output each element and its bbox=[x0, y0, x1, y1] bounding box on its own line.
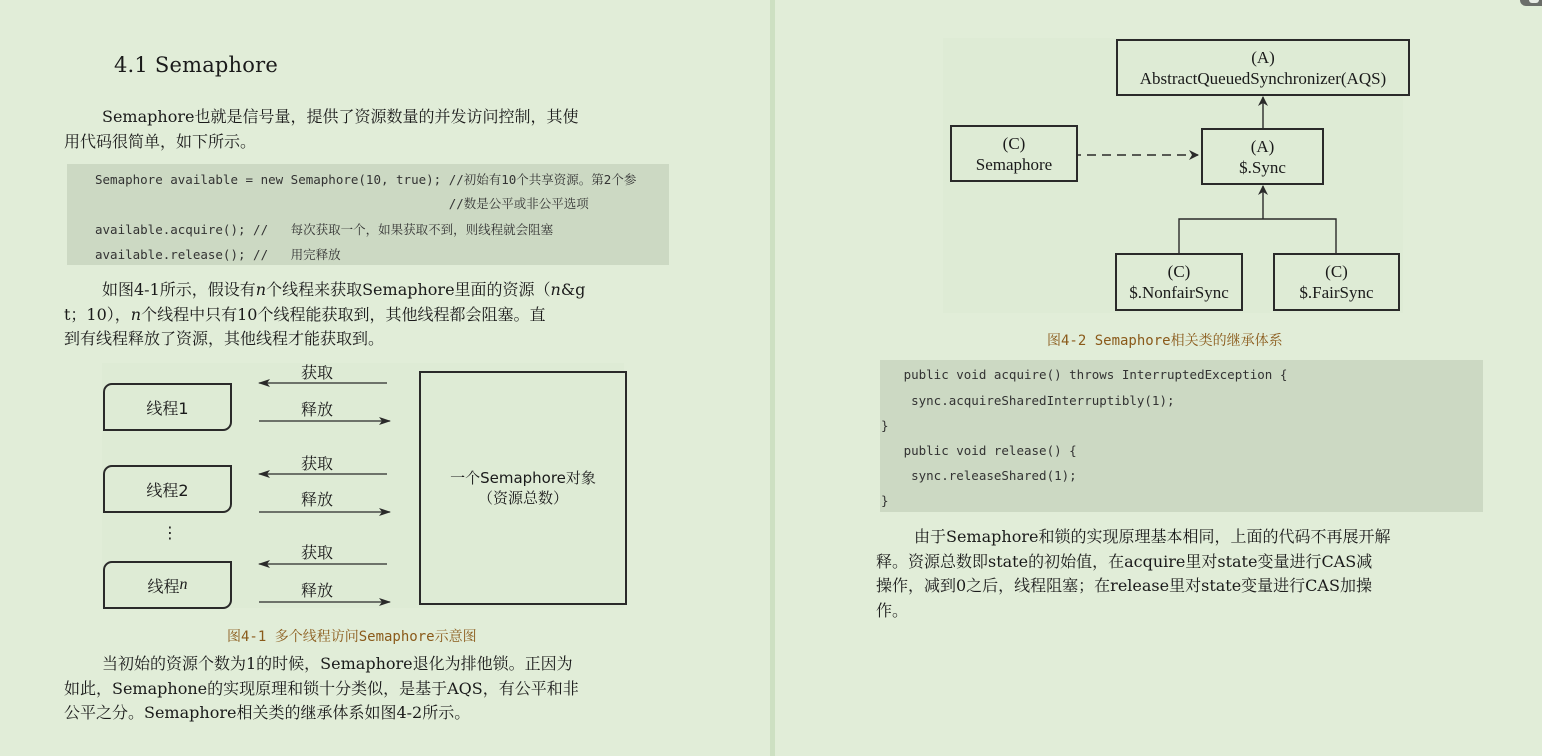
class-box-semaphore bbox=[950, 125, 1078, 182]
class-name: $.FairSync bbox=[1299, 283, 1374, 302]
thread-label: 线程1 bbox=[146, 398, 189, 418]
acquire-label: 获取 bbox=[301, 543, 334, 562]
text-line: 如此，Semaphone的实现原理和锁十分类似，是基于AQS，有公平和非 bbox=[64, 678, 579, 698]
semaphore-sublabel: （资源总数） bbox=[477, 489, 568, 507]
acquire-label: 获取 bbox=[301, 363, 334, 382]
page-divider bbox=[770, 0, 775, 756]
figure-inheritance-diagram bbox=[943, 38, 1403, 313]
class-box-nonfair-sync bbox=[1115, 253, 1243, 311]
text-span: 个线程来获取Semaphore里面的资源（ bbox=[266, 280, 551, 299]
code-line: available.release(); // 用完释放 bbox=[95, 247, 341, 262]
class-box-aqs bbox=[1116, 39, 1410, 96]
ellipsis-icon: ⋮ bbox=[162, 523, 178, 542]
left-page bbox=[0, 0, 770, 756]
summary-paragraph bbox=[64, 652, 669, 726]
text-line: 由于Semaphore和锁的实现原理基本相同，上面的代码不再展开解 bbox=[914, 527, 1391, 546]
thread-box-n bbox=[103, 561, 232, 609]
class-box-fair-sync bbox=[1273, 253, 1400, 311]
floating-toolbar-tab[interactable] bbox=[1520, 0, 1542, 6]
code-line: sync.acquireSharedInterruptibly(1); bbox=[881, 393, 1175, 408]
text-line: 操作，减到0之后，线程阻塞；在release里对state变量进行CAS加操 bbox=[876, 576, 1372, 595]
text-line: 当初始的资源个数为1的时候，Semaphore退化为排他锁。正因为 bbox=[102, 654, 573, 673]
class-kind: (A) bbox=[1250, 136, 1275, 156]
intro-line-2: 用代码很简单，如下所示。 bbox=[64, 131, 257, 151]
class-kind: (C) bbox=[1002, 133, 1026, 153]
thread-box-1 bbox=[103, 383, 232, 431]
code-line: } bbox=[881, 418, 889, 433]
figure-caption-4-2: 图4-2 Semaphore相关类的继承体系 bbox=[1047, 333, 1283, 349]
code-block-usage bbox=[67, 164, 669, 265]
release-label: 释放 bbox=[301, 400, 334, 419]
thread-label: 线程 bbox=[147, 576, 180, 596]
italic-n: n bbox=[550, 280, 561, 299]
class-name: $.NonfairSync bbox=[1129, 283, 1229, 302]
figure-threads-semaphore bbox=[102, 363, 624, 608]
thread-label: 线程2 bbox=[146, 480, 189, 500]
text-span: 个线程中只有10个线程能获取到，其他线程都会阻塞。直 bbox=[141, 304, 546, 324]
intro-paragraph bbox=[64, 105, 669, 154]
code-line: Semaphore available = new Semaphore(10, true); //初始有10个共享资源。第2个参 bbox=[95, 172, 637, 187]
class-kind: (C) bbox=[1167, 262, 1191, 281]
thread-suffix: n bbox=[179, 576, 188, 593]
class-name: AbstractQueuedSynchronizer(AQS) bbox=[1139, 68, 1387, 88]
release-label: 释放 bbox=[301, 490, 334, 509]
class-box-sync bbox=[1201, 128, 1324, 185]
section-heading: 4.1 Semaphore bbox=[114, 53, 278, 77]
italic-n: n bbox=[255, 280, 267, 299]
figure-intro-paragraph bbox=[64, 278, 669, 352]
semaphore-label: 一个Semaphore对象 bbox=[450, 469, 596, 487]
text-span: 如图4-1所示，假设有 bbox=[102, 280, 256, 299]
code-line: sync.releaseShared(1); bbox=[881, 468, 1077, 483]
code-block-acquire-release bbox=[880, 360, 1483, 512]
code-line: available.acquire(); // 每次获取一个，如果获取不到，则线程就会阻塞 bbox=[95, 222, 554, 237]
text-line: 作。 bbox=[876, 600, 909, 620]
thread-box-2 bbox=[103, 465, 232, 513]
text-line: 公平之分。Semaphore相关类的继承体系如图4-2所示。 bbox=[64, 703, 471, 722]
code-line: public void acquire() throws InterruptedException { bbox=[881, 367, 1288, 382]
intro-line-1: Semaphore也就是信号量，提供了资源数量的并发访问控制，其使 bbox=[102, 107, 579, 126]
right-page bbox=[776, 0, 1542, 756]
text-span: t；10）， bbox=[64, 304, 131, 324]
acquire-label: 获取 bbox=[301, 454, 334, 473]
code-line: } bbox=[881, 493, 889, 508]
text-line: 释。资源总数即state的初始值，在acquire里对state变量进行CAS减 bbox=[876, 551, 1373, 571]
text-span: &g bbox=[560, 280, 586, 299]
class-kind: (C) bbox=[1325, 262, 1348, 281]
italic-n: n bbox=[130, 304, 142, 324]
figure-caption-4-1: 图4-1 多个线程访问Semaphore示意图 bbox=[227, 629, 477, 645]
code-line: //数是公平或非公平选项 bbox=[95, 196, 589, 211]
class-kind: (A) bbox=[1251, 47, 1275, 67]
semaphore-object-box bbox=[419, 371, 627, 605]
text-line: 到有线程释放了资源，其他线程才能获取到。 bbox=[64, 329, 385, 348]
explanation-paragraph bbox=[876, 525, 1481, 623]
class-name: $.Sync bbox=[1239, 157, 1286, 177]
class-name: Semaphore bbox=[975, 154, 1053, 174]
release-label: 释放 bbox=[301, 581, 334, 600]
code-line: public void release() { bbox=[881, 443, 1077, 458]
